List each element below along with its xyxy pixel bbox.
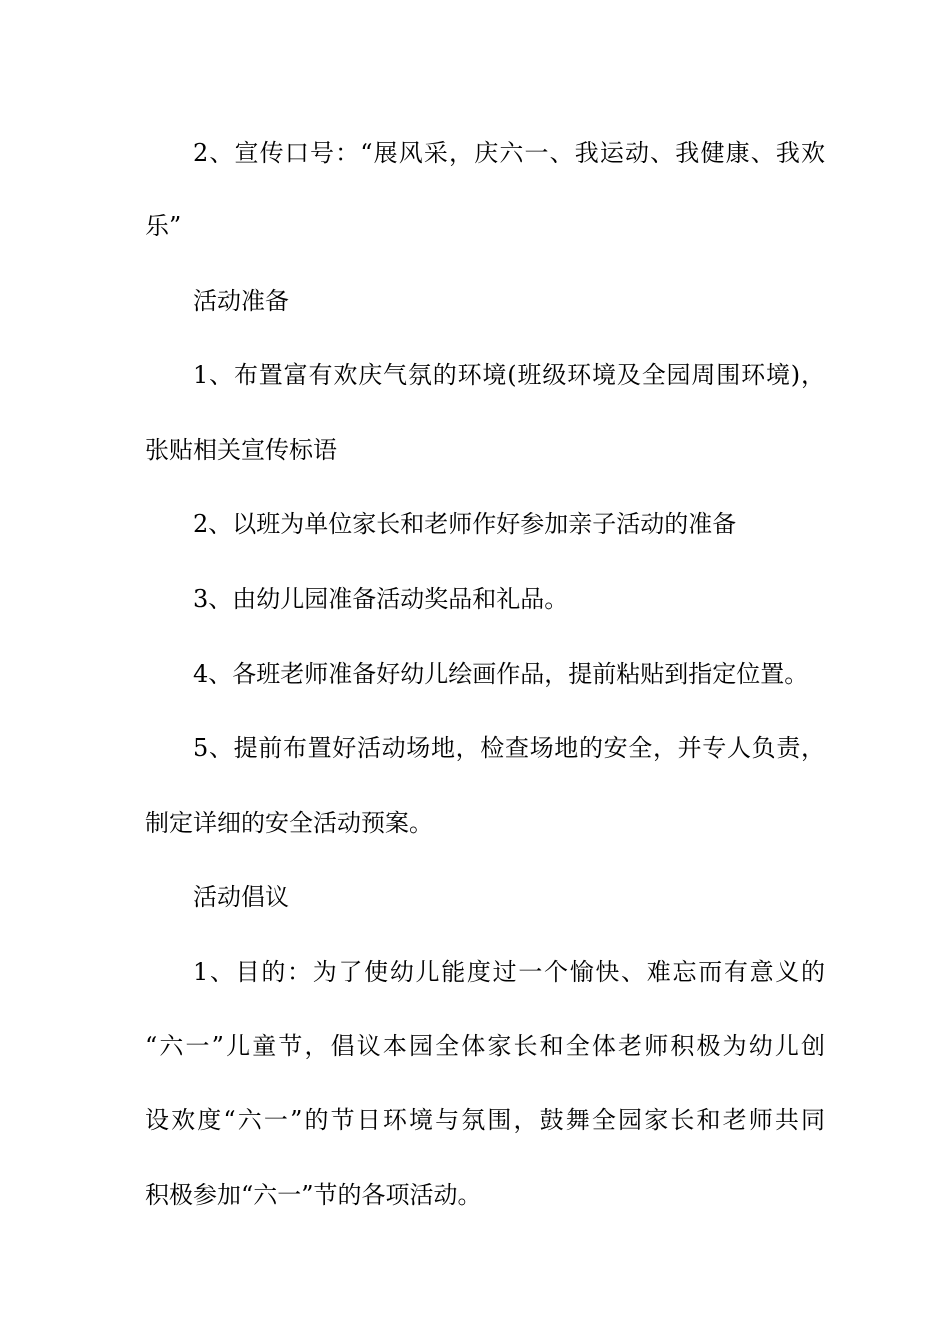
initiative-item-1-line-4: 积极参加“六一”节的各项活动。 xyxy=(145,1181,482,1209)
initiative-item-1-line-2: “六一”儿童节，倡议本园全体家长和全体老师积极为幼儿创 xyxy=(145,1032,825,1060)
prep-item-1-line-2: 张贴相关宣传标语 xyxy=(145,436,337,464)
prep-item-5-line-2: 制定详细的安全活动预案。 xyxy=(145,809,433,837)
prep-item-5-line-1: 5、提前布置好活动场地，检查场地的安全，并专人负责， xyxy=(193,734,825,762)
prep-item-3: 3、由幼儿园准备活动奖品和礼品。 xyxy=(193,585,569,613)
section-heading-preparation: 活动准备 xyxy=(193,287,289,315)
slogan-line-1: 2、宣传口号：“展风采，庆六一、我运动、我健康、我欢 xyxy=(193,139,825,167)
prep-item-1-line-1: 1、布置富有欢庆气氛的环境(班级环境及全园周围环境)， xyxy=(193,361,825,389)
prep-item-4: 4、各班老师准备好幼儿绘画作品，提前粘贴到指定位置。 xyxy=(193,660,809,688)
initiative-item-1-line-1: 1、目的：为了使幼儿能度过一个愉快、难忘而有意义的 xyxy=(193,958,825,986)
slogan-line-2: 乐” xyxy=(145,212,182,240)
prep-item-2: 2、以班为单位家长和老师作好参加亲子活动的准备 xyxy=(193,510,737,538)
section-heading-initiative: 活动倡议 xyxy=(193,883,289,911)
initiative-item-1-line-3: 设欢度“六一”的节日环境与氛围，鼓舞全园家长和老师共同 xyxy=(145,1106,825,1134)
